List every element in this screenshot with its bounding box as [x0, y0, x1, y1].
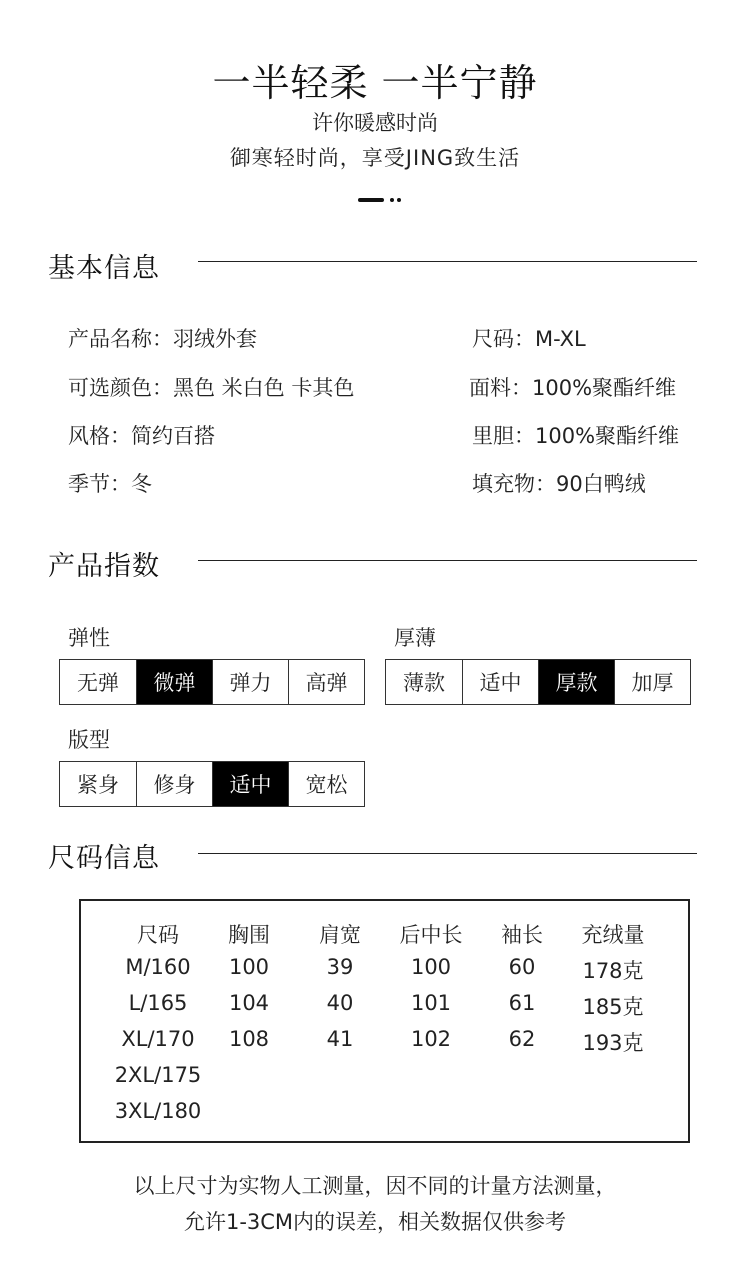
section-title-basic-info: 基本信息: [48, 253, 160, 284]
section-title-size-info: 尺码信息: [48, 843, 160, 874]
thickness-option-extra-thick: 加厚: [614, 660, 690, 704]
thickness-option-medium: 适中: [462, 660, 538, 704]
fit-selector: [59, 761, 365, 807]
thickness-option-thick: 厚款: [538, 660, 614, 704]
decorative-dash: [358, 198, 384, 202]
info-season: 季节：冬: [68, 472, 152, 496]
table-header: 后中长: [399, 923, 463, 947]
table-header: 袖长: [501, 923, 543, 947]
table-cell: 41: [326, 1027, 354, 1051]
table-cell: 178克: [582, 959, 644, 983]
table-cell: 104: [228, 991, 270, 1015]
elasticity-option-stretch: 弹力: [212, 660, 288, 704]
subtitle: 许你暖感时尚: [312, 111, 438, 135]
section-divider: [198, 853, 697, 854]
table-cell: XL/170: [121, 1027, 195, 1051]
decorative-dot: [397, 198, 401, 202]
table-cell: 101: [410, 991, 452, 1015]
table-cell: L/165: [128, 991, 188, 1015]
info-lining: 里胆：100%聚酯纤维: [472, 424, 680, 448]
elasticity-label: 弹性: [68, 626, 110, 650]
table-cell: 60: [508, 955, 536, 979]
info-product-name: 产品名称：羽绒外套: [68, 327, 257, 351]
table-cell: 100: [410, 955, 452, 979]
table-cell: 62: [508, 1027, 536, 1051]
decorative-dot: [390, 198, 394, 202]
table-cell: M/160: [125, 955, 191, 979]
table-cell: 2XL/175: [114, 1063, 202, 1087]
info-size: 尺码：M-XL: [472, 327, 586, 351]
table-cell: 193克: [582, 1031, 644, 1055]
table-cell: 102: [410, 1027, 452, 1051]
page-title: 一半轻柔 一半宁静: [212, 61, 538, 105]
section-divider: [198, 560, 697, 561]
table-cell: 39: [326, 955, 354, 979]
section-title-product-index: 产品指数: [48, 551, 160, 582]
fit-option-loose: 宽松: [288, 762, 364, 806]
info-fabric: 面料：100%聚酯纤维: [469, 376, 677, 400]
footnote-line-1: 以上尺寸为实物人工测量，因不同的计量方法测量，: [133, 1174, 617, 1198]
table-cell: 100: [228, 955, 270, 979]
elasticity-option-high: 高弹: [288, 660, 364, 704]
table-header: 充绒量: [581, 923, 645, 947]
elasticity-option-slight: 微弹: [136, 660, 212, 704]
elasticity-selector: [59, 659, 365, 705]
fit-label: 版型: [68, 728, 110, 752]
table-cell: 61: [508, 991, 536, 1015]
table-header: 肩宽: [319, 923, 361, 947]
thickness-label: 厚薄: [394, 626, 436, 650]
table-cell: 108: [228, 1027, 270, 1051]
info-colors: 可选颜色：黑色 米白色 卡其色: [68, 376, 355, 400]
table-cell: 3XL/180: [114, 1099, 202, 1123]
fit-option-tight: 紧身: [77, 773, 119, 797]
table-header: 尺码: [137, 923, 179, 947]
info-filling: 填充物：90白鸭绒: [472, 472, 646, 496]
elasticity-option-none: 无弹: [77, 671, 119, 695]
fit-option-slim: 修身: [136, 762, 212, 806]
fit-option-regular: 适中: [212, 762, 288, 806]
footnote-line-2: 允许1-3CM内的误差，相关数据仅供参考: [183, 1210, 567, 1234]
info-style: 风格：简约百搭: [68, 424, 215, 448]
size-table: [79, 899, 690, 1143]
thickness-option-thin: 薄款: [403, 671, 445, 695]
section-divider: [198, 261, 697, 262]
table-cell: 185克: [582, 995, 644, 1019]
thickness-selector: [385, 659, 691, 705]
table-header: 胸围: [228, 923, 270, 947]
table-cell: 40: [326, 991, 354, 1015]
tagline: 御寒轻时尚，享受JING致生活: [229, 146, 521, 170]
